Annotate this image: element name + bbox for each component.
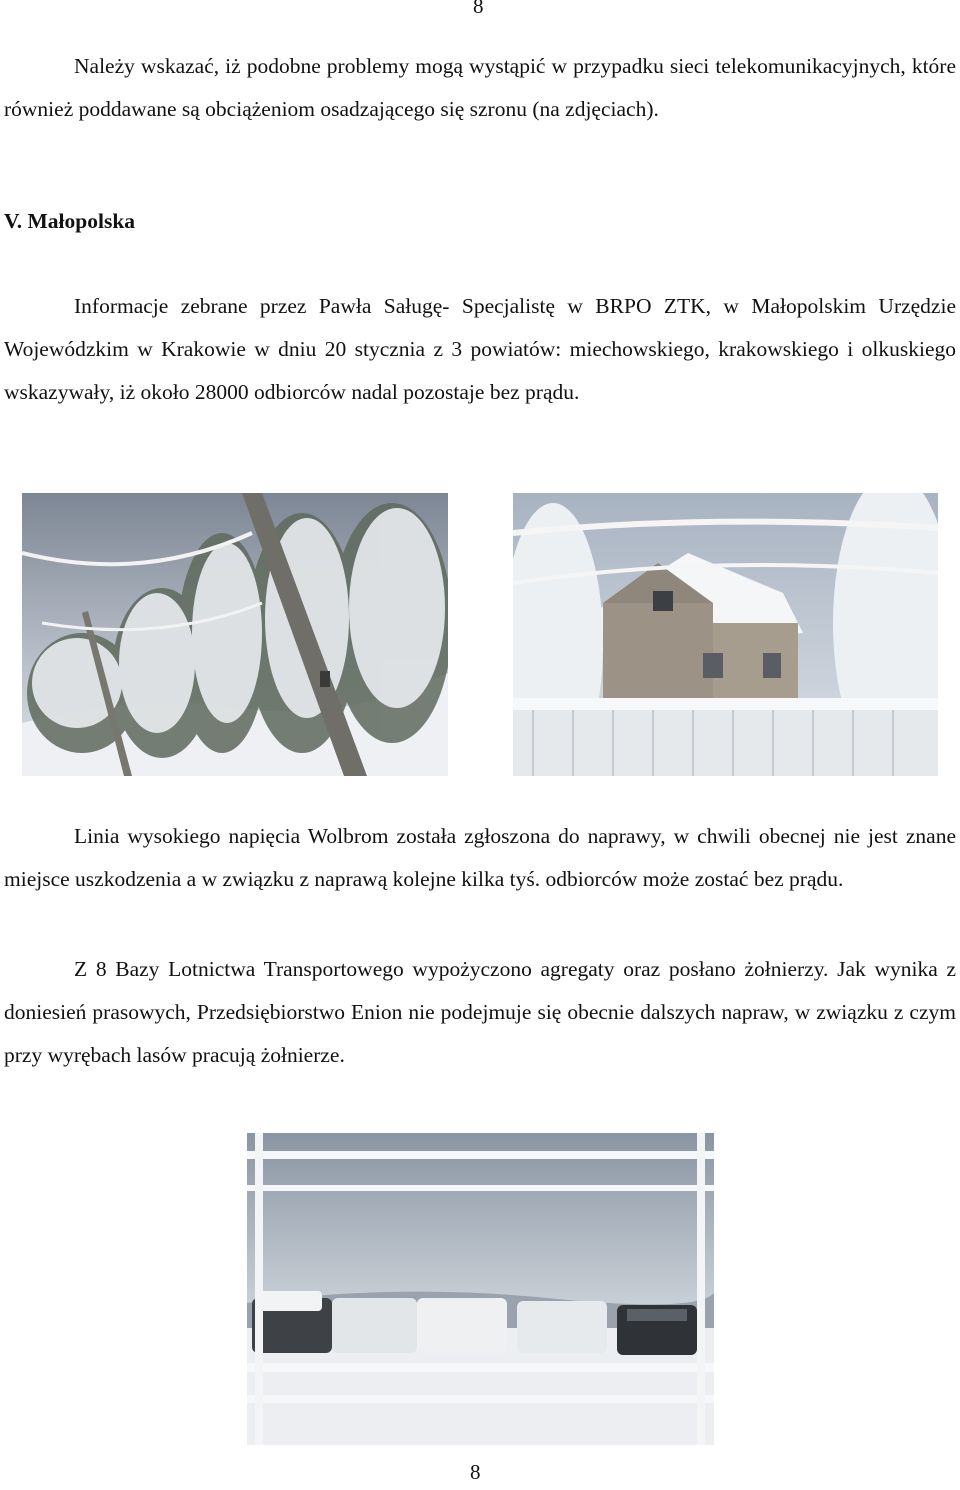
page-number-bottom: 8 xyxy=(470,1460,481,1484)
page-number-top: 8 xyxy=(473,0,484,18)
photo-frosted-trees-pole xyxy=(22,493,448,776)
photo-frosted-house-fence xyxy=(513,493,938,776)
section-heading: V. Małopolska xyxy=(4,209,136,233)
paragraph-frost-telecom: Należy wskazać, iż podobne problemy mogą wystąpić w przypadku sieci telekomunikacyjnych, które również poddawane są obciążeniom osadzającego się szronu (na zdjęciach). xyxy=(4,54,956,121)
photo-frosted-cars xyxy=(247,1133,714,1445)
paragraph-military-help: Z 8 Bazy Lotnictwa Transportowego wypożyczono agregaty oraz posłano żołnierzy. Jak wynika z doniesień prasowych, Przedsiębiorstwo Enion nie podejmuje się obecnie dalszych napraw, w związku z czym przy wyrębach lasów pracują żołnierze. xyxy=(4,957,956,1067)
paragraph-high-voltage-line: Linia wysokiego napięcia Wolbrom została zgłoszona do naprawy, w chwili obecnej nie jest znane miejsce uszkodzenia a w związku z naprawą kolejne kilka tyś. odbiorców może zostać bez prądu. xyxy=(4,824,956,891)
paragraph-report-info: Informacje zebrane przez Pawła Saługę- Specjalistę w BRPO ZTK, w Małopolskim Urzędzie Wojewódzkim w Krakowie w dniu 20 stycznia z 3 powiatów: miechowskiego, krakowskiego i olkuskiego wskazywały, iż około 28000 odbiorców nadal pozostaje bez prądu. xyxy=(4,294,956,404)
